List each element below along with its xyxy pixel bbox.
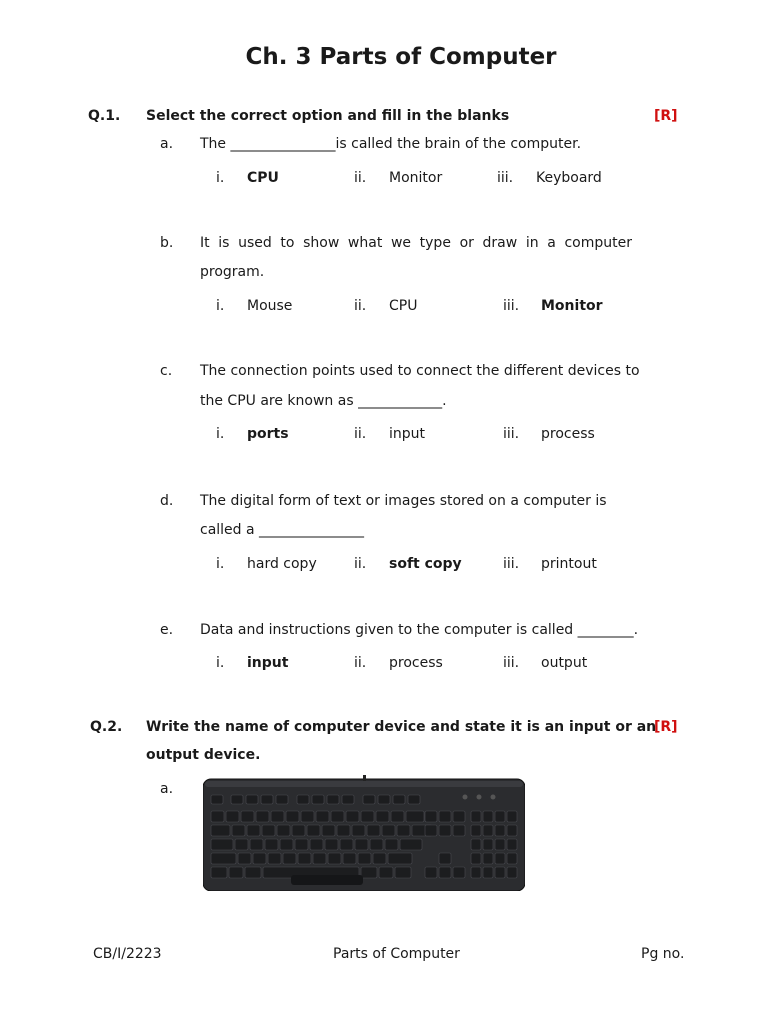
keyboard-key — [211, 825, 230, 836]
keyboard-key — [439, 853, 451, 864]
keyboard-key — [358, 853, 371, 864]
item-a-option-3-numeral: iii. — [497, 170, 514, 186]
item-e-option-2-numeral: ii. — [354, 655, 367, 671]
keyboard-key — [352, 825, 365, 836]
keyboard-key — [241, 811, 254, 822]
keyboard-key — [211, 795, 223, 804]
item-b-stem-line-1: It is used to show what we type or draw in a computer — [200, 235, 632, 251]
keyboard-key — [340, 839, 353, 850]
keyboard-key — [406, 811, 424, 822]
keyboard-key — [373, 853, 386, 864]
keyboard-key — [232, 825, 245, 836]
item-b-option-1: Mouse — [247, 298, 293, 314]
keyboard-image — [203, 775, 525, 895]
keyboard-key — [495, 867, 505, 878]
keyboard-key — [483, 825, 493, 836]
item-c-letter: c. — [160, 363, 173, 379]
keyboard-key — [307, 825, 320, 836]
keyboard-key — [483, 867, 493, 878]
keyboard-key — [400, 839, 422, 850]
keyboard-key — [453, 811, 465, 822]
keyboard-key — [231, 795, 243, 804]
item-c-stem-line-2: the CPU are known as ____________. — [200, 393, 447, 409]
keyboard-key — [495, 853, 505, 864]
keyboard-key — [395, 867, 411, 878]
keyboard-key — [507, 839, 517, 850]
keyboard-key — [439, 867, 451, 878]
keyboard-key — [250, 839, 263, 850]
keyboard-key — [495, 825, 505, 836]
keyboard-indicator — [477, 795, 482, 800]
keyboard-key — [507, 853, 517, 864]
keyboard-key — [361, 867, 377, 878]
keyboard-key — [495, 811, 505, 822]
keyboard-key — [397, 825, 410, 836]
item-d-stem-line-1: The digital form of text or images stored on a computer is — [200, 493, 607, 509]
item-c-option-2-numeral: ii. — [354, 426, 367, 442]
keyboard-key — [277, 825, 290, 836]
keyboard-key — [292, 825, 305, 836]
item-a-option-2: Monitor — [389, 170, 443, 186]
question-2-text-line-1: Write the name of computer device and state it is an input or an — [146, 719, 657, 735]
question-1-text: Select the correct option and fill in the blanks — [146, 108, 510, 124]
keyboard-key — [245, 867, 261, 878]
keyboard-key — [331, 811, 344, 822]
question-2-number: Q.2. — [90, 719, 123, 735]
keyboard-key — [298, 853, 311, 864]
item-e-option-1: input — [247, 655, 289, 671]
item-c-option-1: ports — [247, 426, 289, 442]
keyboard-key — [313, 853, 326, 864]
keyboard-key — [247, 825, 260, 836]
keyboard-indicator — [491, 795, 496, 800]
keyboard-key — [211, 839, 233, 850]
keyboard-key — [310, 839, 323, 850]
keyboard-key — [507, 825, 517, 836]
keyboard-key — [271, 811, 284, 822]
item-b-stem-line-2: program. — [200, 264, 265, 280]
keyboard-key — [328, 853, 341, 864]
keyboard-key — [322, 825, 335, 836]
keyboard-key — [343, 853, 356, 864]
keyboard-key — [483, 811, 493, 822]
question-2-text-line-2: output device. — [146, 747, 261, 763]
keyboard-key — [507, 867, 517, 878]
item-d-option-3: printout — [541, 556, 597, 572]
keyboard-key — [370, 839, 383, 850]
item-e-letter: e. — [160, 622, 174, 638]
keyboard-indicator — [463, 795, 468, 800]
keyboard-key — [471, 867, 481, 878]
item-b-option-3-numeral: iii. — [503, 298, 520, 314]
footer-code: CB/I/2223 — [93, 946, 162, 962]
keyboard-key — [425, 867, 437, 878]
keyboard-key — [327, 795, 339, 804]
keyboard-key — [268, 853, 281, 864]
item-c-option-1-numeral: i. — [216, 426, 225, 442]
keyboard-key — [408, 795, 420, 804]
keyboard-key — [483, 853, 493, 864]
keyboard-key — [226, 811, 239, 822]
item-d-option-3-numeral: iii. — [503, 556, 520, 572]
item-b-letter: b. — [160, 235, 174, 251]
keyboard-key — [471, 811, 481, 822]
keyboard-key — [393, 795, 405, 804]
keyboard-key — [385, 839, 398, 850]
item-a-stem: The _______________is called the brain of the computer. — [200, 136, 582, 152]
page-title: Ch. 3 Parts of Computer — [245, 44, 557, 70]
item-c-option-3: process — [541, 426, 595, 442]
keyboard-key — [439, 811, 451, 822]
keyboard-key — [301, 811, 314, 822]
keyboard-key — [253, 853, 266, 864]
keyboard-key — [425, 825, 437, 836]
footer-title: Parts of Computer — [333, 946, 460, 962]
item-e-option-3-numeral: iii. — [503, 655, 520, 671]
item-e-option-2: process — [389, 655, 443, 671]
keyboard-key — [325, 839, 338, 850]
keyboard-key — [483, 839, 493, 850]
keyboard-key — [378, 795, 390, 804]
keyboard-key — [261, 795, 273, 804]
question-1-number: Q.1. — [88, 108, 121, 124]
item-e-stem: Data and instructions given to the computer is called ________. — [200, 622, 639, 638]
keyboard-key — [361, 811, 374, 822]
question-2-item-a-letter: a. — [160, 781, 174, 797]
keyboard-key — [346, 811, 359, 822]
item-e-option-3: output — [541, 655, 588, 671]
keyboard-key — [316, 811, 329, 822]
keyboard-key — [355, 839, 368, 850]
keyboard-key — [376, 811, 389, 822]
footer-page: Pg no. — [641, 946, 685, 962]
keyboard-key — [229, 867, 243, 878]
keyboard-key — [312, 795, 324, 804]
item-a-letter: a. — [160, 136, 174, 152]
item-a-option-3: Keyboard — [536, 170, 602, 186]
keyboard-key — [276, 795, 288, 804]
keyboard-key — [235, 839, 248, 850]
item-d-stem-line-2: called a _______________ — [200, 522, 365, 538]
item-e-option-1-numeral: i. — [216, 655, 225, 671]
keyboard-key — [379, 867, 393, 878]
keyboard-key — [238, 853, 251, 864]
item-d-option-1: hard copy — [247, 556, 317, 572]
item-b-option-3: Monitor — [541, 298, 603, 314]
keyboard-key — [280, 839, 293, 850]
item-d-option-2-numeral: ii. — [354, 556, 367, 572]
keyboard-key — [425, 811, 437, 822]
keyboard-key — [297, 795, 309, 804]
keyboard-key — [391, 811, 404, 822]
keyboard-key — [453, 825, 465, 836]
item-b-option-2-numeral: ii. — [354, 298, 367, 314]
keyboard-key — [363, 795, 375, 804]
keyboard-key — [265, 839, 278, 850]
keyboard-key — [286, 811, 299, 822]
item-b-option-2: CPU — [389, 298, 418, 314]
item-d-option-2: soft copy — [389, 556, 462, 572]
keyboard-key — [211, 853, 236, 864]
keyboard-key — [211, 811, 224, 822]
keyboard-key — [367, 825, 380, 836]
item-a-option-2-numeral: ii. — [354, 170, 367, 186]
item-d-option-1-numeral: i. — [216, 556, 225, 572]
keyboard-key — [471, 839, 481, 850]
keyboard-key — [471, 825, 481, 836]
keyboard-key — [337, 825, 350, 836]
item-a-option-1-numeral: i. — [216, 170, 225, 186]
question-2-tag: [R] — [654, 719, 678, 735]
keyboard-key — [262, 825, 275, 836]
keyboard-key — [283, 853, 296, 864]
keyboard-key — [382, 825, 395, 836]
keyboard-key — [495, 839, 505, 850]
item-c-stem-line-1: The connection points used to connect the different devices to — [200, 363, 640, 379]
keyboard-key — [211, 867, 227, 878]
item-a-option-1: CPU — [247, 170, 279, 186]
item-b-option-1-numeral: i. — [216, 298, 225, 314]
item-c-option-3-numeral: iii. — [503, 426, 520, 442]
question-1-tag: [R] — [654, 108, 678, 124]
item-c-option-2: input — [389, 426, 426, 442]
keyboard-key — [453, 867, 465, 878]
keyboard-key — [246, 795, 258, 804]
keyboard-key — [507, 811, 517, 822]
keyboard-key — [388, 853, 412, 864]
keyboard-key — [439, 825, 451, 836]
item-d-letter: d. — [160, 493, 174, 509]
keyboard-key — [342, 795, 354, 804]
keyboard-key — [295, 839, 308, 850]
keyboard-key — [471, 853, 481, 864]
keyboard-key — [256, 811, 269, 822]
